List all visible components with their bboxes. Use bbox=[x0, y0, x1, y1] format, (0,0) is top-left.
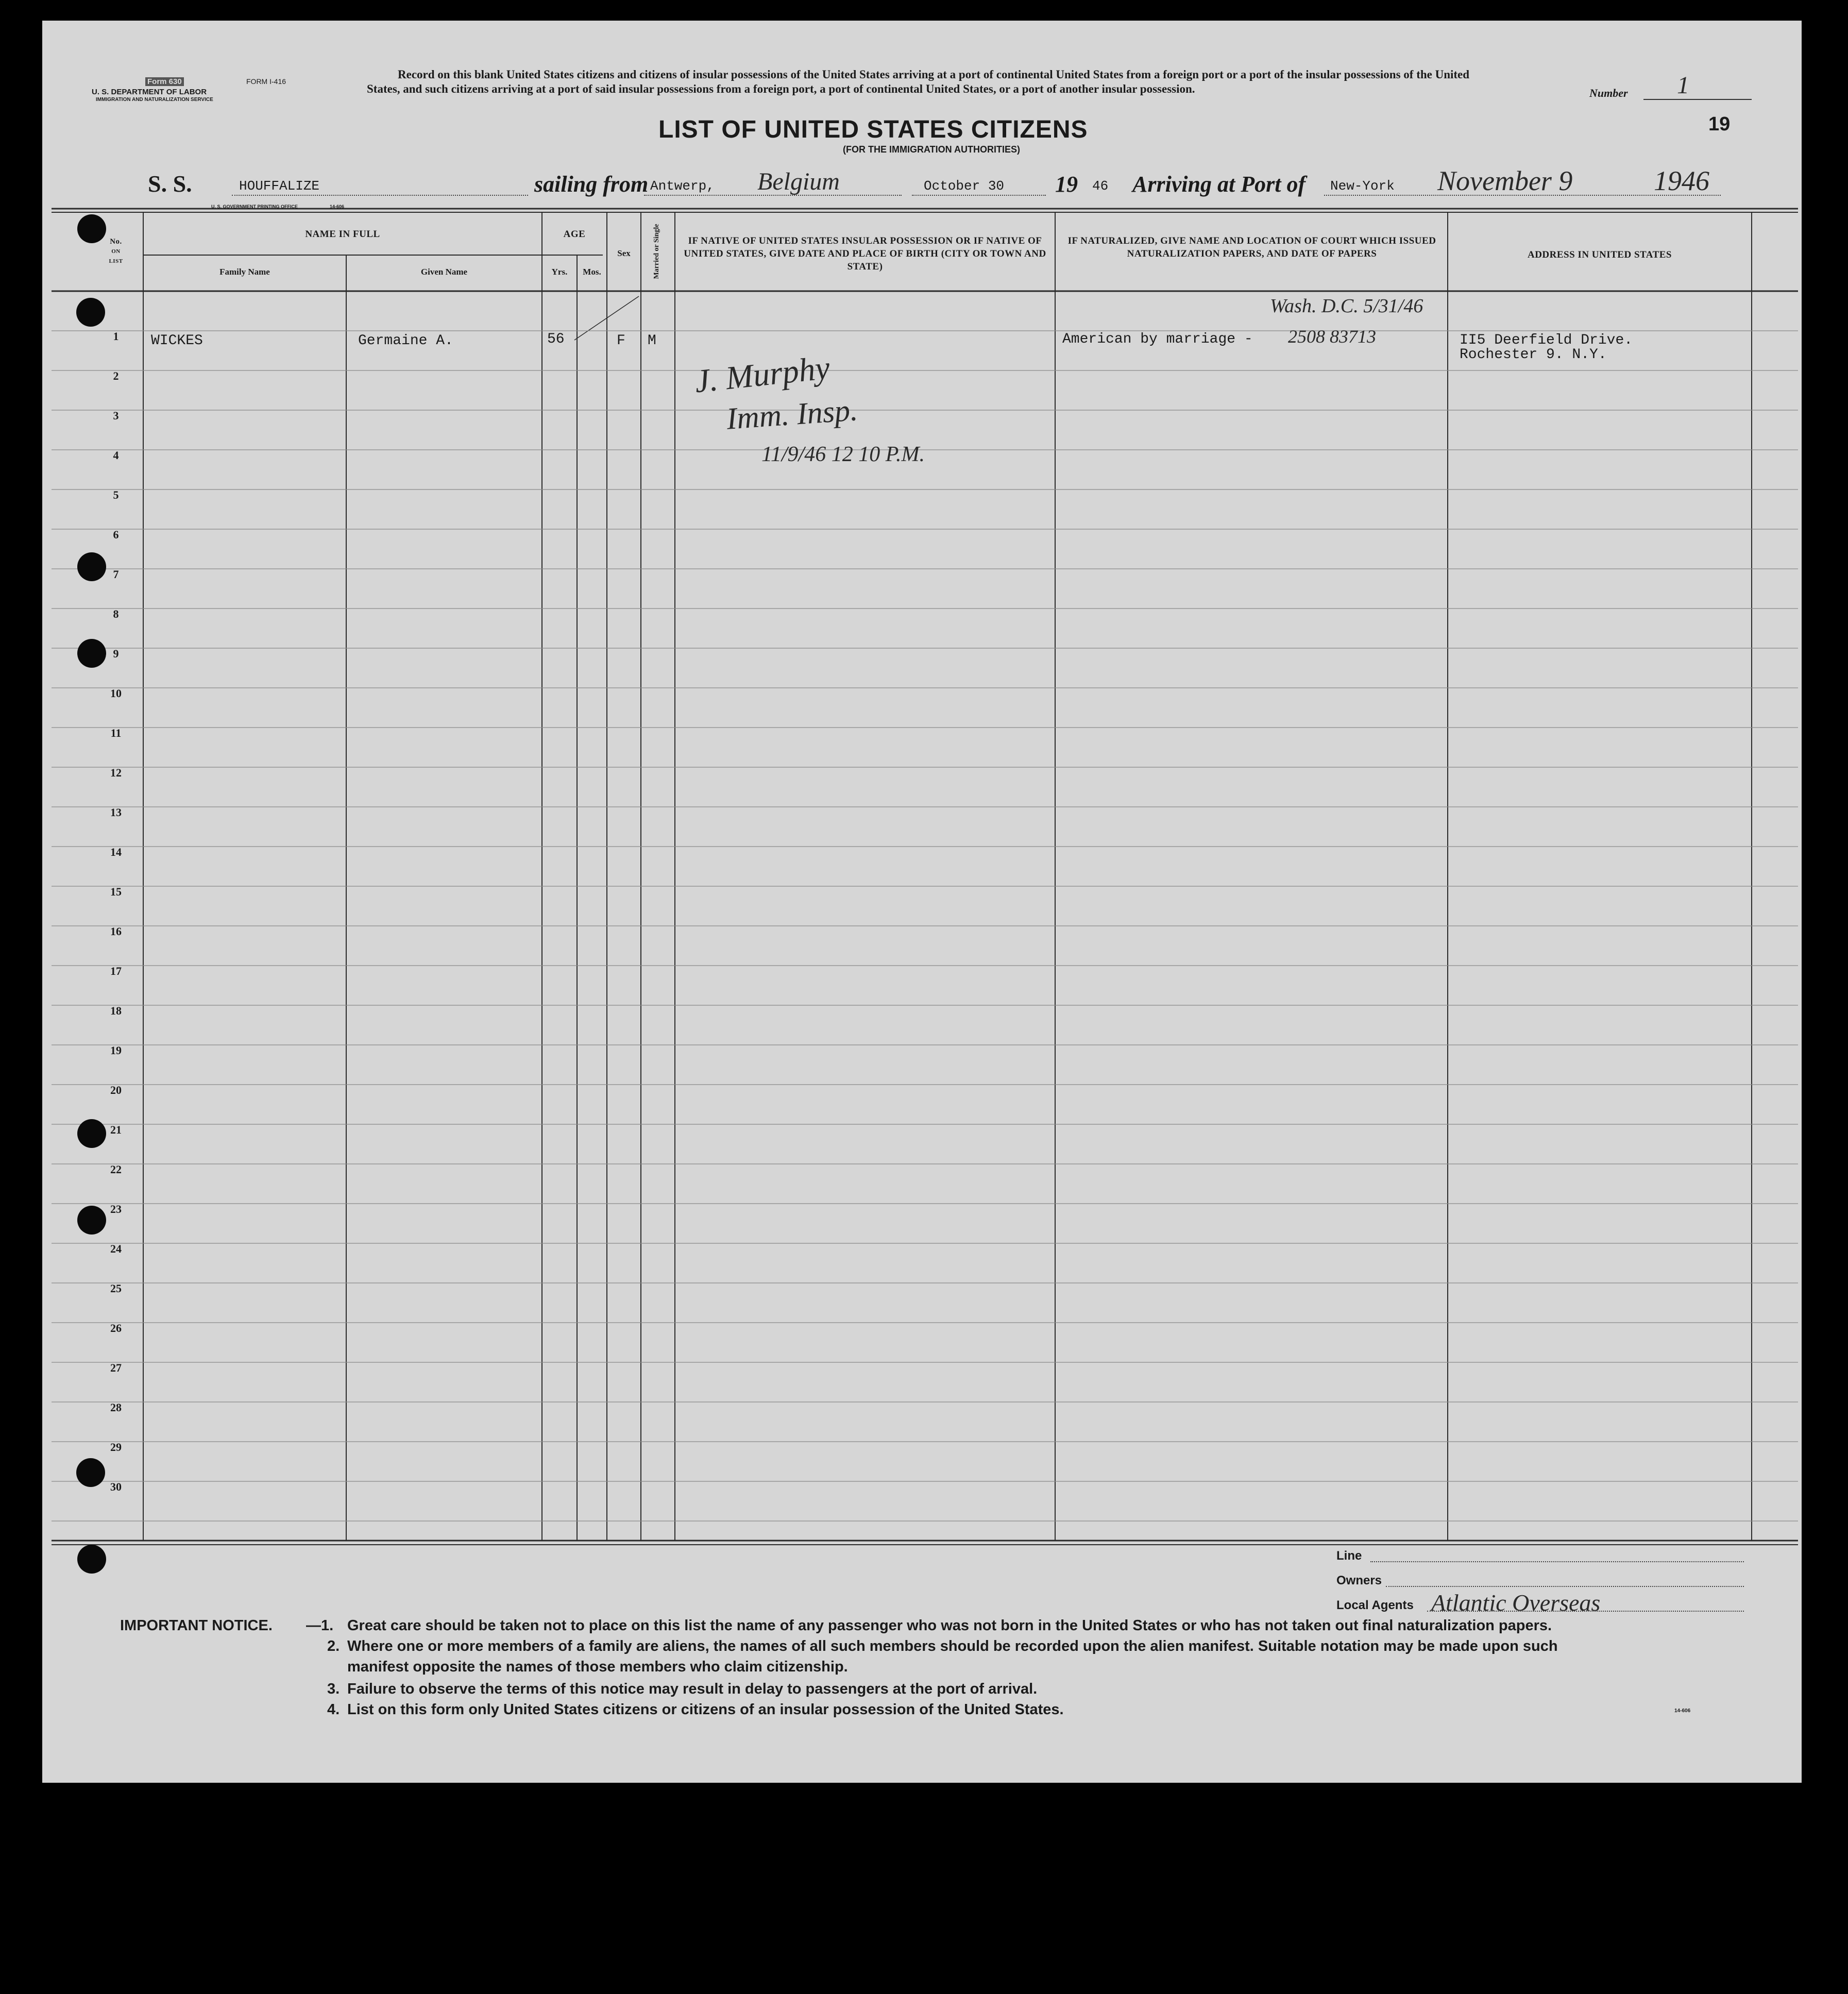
arriving-label: Arriving at Port of bbox=[1132, 172, 1306, 197]
row-number: 18 bbox=[110, 1004, 122, 1017]
owners-label: Owners bbox=[1336, 1574, 1382, 1587]
row-number: 25 bbox=[110, 1282, 122, 1295]
row-number: 11 bbox=[110, 726, 122, 739]
row-number: 4 bbox=[113, 449, 119, 462]
row-number: 19 bbox=[110, 1044, 122, 1057]
row-number: 28 bbox=[110, 1401, 122, 1414]
punch-hole bbox=[77, 1545, 106, 1574]
header-naturalized: IF NATURALIZED, GIVE NAME AND LOCATION OF COURT WHICH ISSUED NATURALIZATION PAPERS, AND DATE OF PAPERS bbox=[1067, 235, 1436, 259]
page-subtitle: (FOR THE IMMIGRATION AUTHORITIES) bbox=[843, 144, 1020, 155]
row-number: 24 bbox=[110, 1242, 122, 1255]
notice-3-num: 3. bbox=[327, 1681, 340, 1697]
header-name-in-full: NAME IN FULL bbox=[305, 229, 380, 240]
row-number: 6 bbox=[113, 528, 119, 541]
header-mos: Mos. bbox=[583, 267, 601, 277]
row-number: 13 bbox=[110, 806, 122, 819]
row-number: 9 bbox=[113, 647, 119, 660]
number-value: 1 bbox=[1677, 72, 1689, 99]
line-underline bbox=[1370, 1561, 1744, 1562]
department: U. S. DEPARTMENT OF LABOR bbox=[92, 88, 207, 96]
entry-naturalized-number: 2508 83713 bbox=[1288, 326, 1376, 347]
footer-print-code: 14-606 bbox=[1674, 1708, 1691, 1714]
punch-hole bbox=[76, 1458, 105, 1487]
page-title: LIST OF UNITED STATES CITIZENS bbox=[658, 116, 1088, 143]
notice-2-num: 2. bbox=[327, 1638, 340, 1654]
header-address: ADDRESS IN UNITED STATES bbox=[1527, 249, 1672, 260]
row-number: 27 bbox=[110, 1361, 122, 1374]
row-number: 10 bbox=[110, 687, 122, 700]
sail-year-suffix: 46 bbox=[1092, 178, 1109, 194]
ship-name: HOUFFALIZE bbox=[239, 178, 320, 194]
notice-label: IMPORTANT NOTICE. bbox=[120, 1617, 273, 1634]
row-number: 30 bbox=[110, 1480, 122, 1493]
entry-age-yrs: 56 bbox=[547, 331, 565, 347]
inspector-title: Imm. Insp. bbox=[725, 393, 859, 436]
entry-sex: F bbox=[617, 333, 625, 349]
row-number: 2 bbox=[113, 369, 119, 382]
printing-code: 14-606 bbox=[330, 204, 345, 209]
header-on: ON bbox=[111, 248, 121, 255]
header-given-name: Given Name bbox=[420, 267, 468, 277]
instructions: Record on this blank United States citizens and citizens of insular possessions of the United States arriving at a port of continental United States from a foreign port or a port of the insular possessions of the United States, and such citizens arriving at a port of said insular possessions from a foreign port, a port of continental United States, or a port of another insular possession. bbox=[367, 68, 1470, 95]
header-no-on-list bbox=[100, 237, 131, 266]
entry-address-line1: II5 Deerfield Drive. bbox=[1460, 332, 1633, 348]
agents-value: Atlantic Overseas bbox=[1431, 1590, 1601, 1616]
row-number: 17 bbox=[110, 965, 122, 977]
row-number: 20 bbox=[110, 1084, 122, 1096]
punch-hole bbox=[77, 214, 106, 243]
notice-1-num: —1. bbox=[306, 1617, 334, 1634]
row-number: 23 bbox=[110, 1203, 122, 1215]
number-label: Number bbox=[1589, 87, 1628, 99]
form-number: Form 630 bbox=[145, 77, 184, 86]
row-number: 1 bbox=[113, 330, 119, 343]
punch-hole bbox=[76, 298, 105, 327]
header-native: IF NATIVE OF UNITED STATES INSULAR POSSESSION OR IF NATIVE OF UNITED STATES, GIVE DATE AND PLACE OF BIRTH (CITY OR TOWN AND STATE) bbox=[684, 235, 1046, 272]
row-number: 8 bbox=[113, 607, 119, 620]
owners-underline bbox=[1386, 1586, 1744, 1587]
header-list: LIST bbox=[109, 258, 123, 264]
row-number: 16 bbox=[110, 925, 122, 938]
notice-3: Failure to observe the terms of this notice may result in delay to passengers at the port of arrival. bbox=[347, 1681, 1038, 1697]
notice-2a: Where one or more members of a family are aliens, the names of all such members should be recorded upon the alien manifest. Suitable notation may be made upon such bbox=[347, 1638, 1558, 1654]
form-code: FORM I-416 bbox=[246, 77, 286, 86]
page-number: 19 bbox=[1708, 113, 1731, 135]
printing-office: U. S. GOVERNMENT PRINTING OFFICE bbox=[211, 204, 298, 209]
sail-date: October 30 bbox=[924, 178, 1005, 194]
row-number: 21 bbox=[110, 1123, 122, 1136]
punch-hole bbox=[77, 639, 106, 668]
from-country: Belgium bbox=[757, 168, 840, 195]
agents-underline bbox=[1427, 1611, 1744, 1612]
header-family-name: Family Name bbox=[219, 267, 270, 277]
notice-1: Great care should be taken not to place on this list the name of any passenger who was not born in the United States or who has not taken out final naturalization papers. bbox=[347, 1617, 1552, 1634]
agents-label: Local Agents bbox=[1336, 1598, 1414, 1612]
row-number: 12 bbox=[110, 766, 122, 779]
row-number: 29 bbox=[110, 1441, 122, 1454]
from-port: Antwerp, bbox=[650, 178, 715, 194]
header-age: AGE bbox=[563, 229, 586, 240]
entry-naturalized: American by marriage - bbox=[1062, 331, 1253, 347]
notice-4-num: 4. bbox=[327, 1701, 340, 1718]
arrival-port: New-York bbox=[1330, 178, 1395, 194]
row-number: 22 bbox=[110, 1163, 122, 1176]
entry-address-line2: Rochester 9. N.Y. bbox=[1460, 347, 1607, 363]
notice-4: List on this form only United States citizens or citizens of an insular possession of the United States. bbox=[347, 1701, 1064, 1718]
entry-marital: M bbox=[648, 333, 656, 349]
ss-label: S. S. bbox=[148, 171, 192, 197]
service: IMMIGRATION AND NATURALIZATION SERVICE bbox=[96, 97, 213, 103]
inspector-signature: J. Murphy bbox=[692, 349, 832, 400]
row-number: 15 bbox=[110, 885, 122, 898]
line-label: Line bbox=[1336, 1549, 1362, 1563]
punch-hole bbox=[77, 1206, 106, 1235]
punch-hole bbox=[77, 1119, 106, 1148]
punch-hole bbox=[77, 552, 106, 581]
notice-2b: manifest opposite the names of those members who claim citizenship. bbox=[347, 1659, 848, 1675]
entry-naturalized-place: Wash. D.C. 5/31/46 bbox=[1270, 295, 1423, 317]
row-number: 3 bbox=[113, 409, 119, 422]
inspection-stamp: 11/9/46 12 10 P.M. bbox=[761, 443, 925, 466]
header-married-single: Married or Single bbox=[653, 224, 660, 279]
row-number: 7 bbox=[113, 568, 119, 581]
arrival-year: 1946 bbox=[1654, 165, 1709, 196]
arrival-date: November 9 bbox=[1437, 165, 1573, 196]
sail-year-prefix: 19 bbox=[1055, 172, 1078, 197]
header-no: No. bbox=[110, 238, 122, 246]
row-number: 26 bbox=[110, 1322, 122, 1334]
header-yrs: Yrs. bbox=[551, 267, 568, 277]
header-sex: Sex bbox=[617, 248, 631, 258]
entry-family-name: WICKES bbox=[151, 333, 203, 349]
entry-given-name: Germaine A. bbox=[358, 333, 453, 349]
row-number: 14 bbox=[110, 846, 122, 858]
row-number: 5 bbox=[113, 488, 119, 501]
sailing-label: sailing from bbox=[534, 172, 649, 197]
